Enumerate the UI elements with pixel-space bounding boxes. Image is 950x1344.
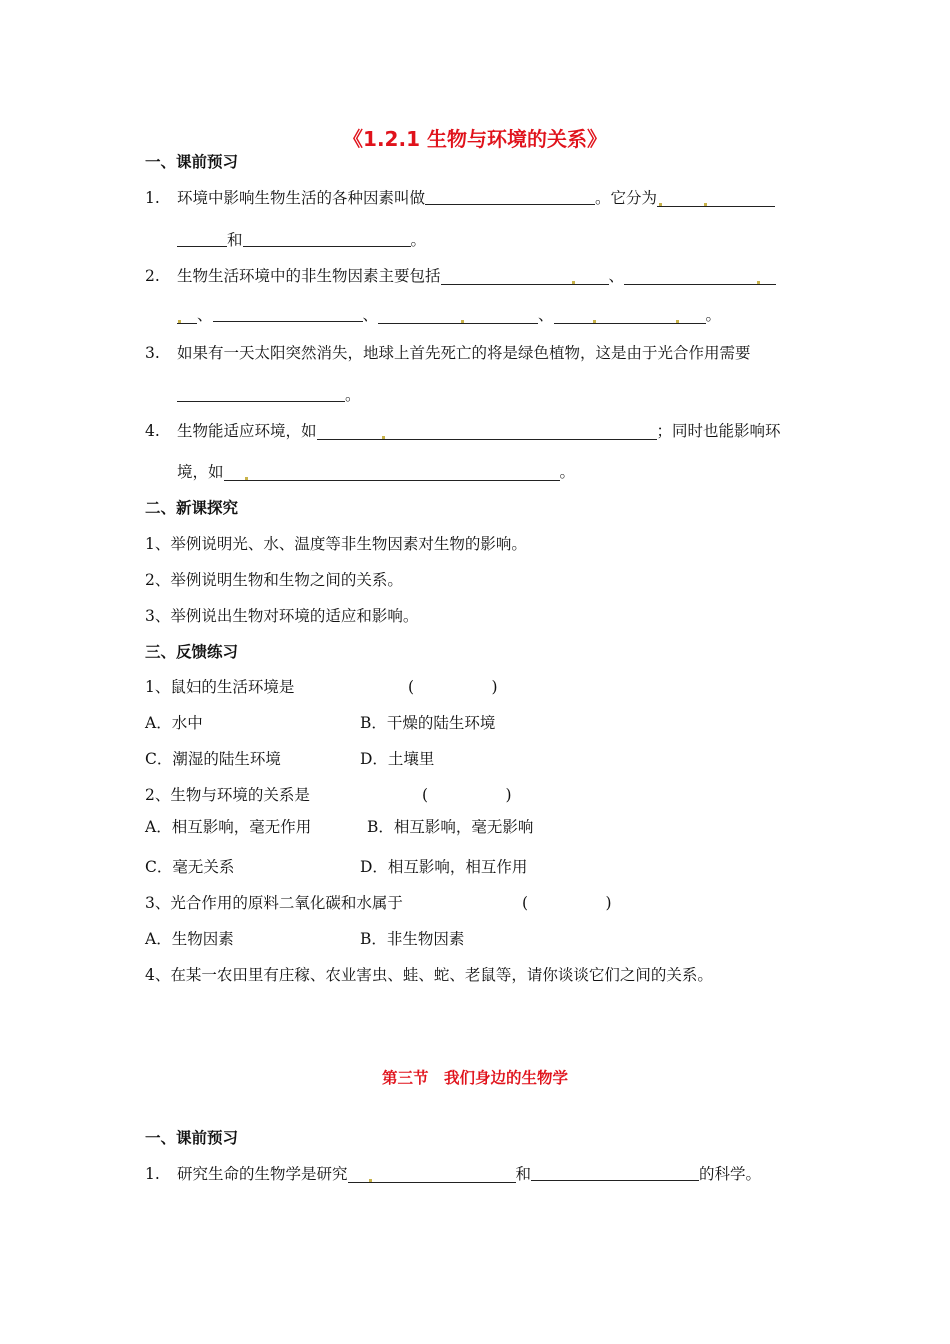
answer-blank[interactable]: [177, 385, 345, 402]
section-heading-preview: 一、课前预习: [145, 153, 239, 171]
section-heading-preview-2: 一、课前预习: [145, 1129, 239, 1147]
question-1-text-d: 。: [410, 231, 427, 249]
question-1-number: 1.: [145, 1165, 160, 1183]
answer-blank[interactable]: [378, 307, 538, 324]
option-a[interactable]: A．相互影响，毫无作用: [145, 818, 312, 836]
option-d[interactable]: D．土壤里: [360, 750, 435, 768]
option-c[interactable]: C．毫无关系: [145, 858, 235, 876]
option-b[interactable]: B．非生物因素: [360, 930, 465, 948]
answer-blank[interactable]: [554, 307, 706, 324]
question-2-text: 生物生活环境中的非生物因素主要包括: [177, 267, 441, 285]
question-1-text: 环境中影响生物生活的各种因素叫做: [177, 189, 426, 207]
answer-blank[interactable]: [224, 464, 560, 481]
answer-blank[interactable]: [531, 1164, 699, 1181]
answer-blank[interactable]: [177, 230, 227, 247]
question-4-text: 生物能适应环境，如: [177, 422, 317, 440]
separator: 、: [362, 306, 379, 324]
question-1-text-c: 和: [227, 231, 243, 249]
answer-blank[interactable]: [243, 230, 411, 247]
option-b[interactable]: B．干燥的陆生环境: [360, 714, 496, 732]
sentence-end: 。: [559, 463, 576, 481]
question-1-text-b: 。它分为: [595, 189, 658, 207]
separator: 、: [538, 306, 554, 324]
question-4-number: 4.: [145, 422, 160, 440]
question-4-line-2: [177, 462, 575, 482]
page-title: 《1.2.1 生物与环境的关系》: [343, 127, 607, 151]
answer-blank[interactable]: [657, 190, 775, 207]
answer-blank[interactable]: [441, 268, 609, 285]
question-3-number: 3.: [145, 344, 160, 362]
practice-q4: 4、在某一农田里有庄稼、农业害虫、蛙、蛇、老鼠等，请你谈谈它们之间的关系。: [145, 966, 713, 984]
practice-q1: 1、鼠妇的生活环境是: [145, 678, 295, 696]
question-3-line-2: [177, 385, 361, 405]
section-heading-practice: 三、反馈练习: [145, 643, 239, 661]
answer-blank[interactable]: [425, 188, 595, 205]
question-2-number: 2.: [145, 267, 160, 285]
practice-q2: 2、生物与环境的关系是: [145, 786, 310, 804]
question-text: 研究生命的生物学是研究: [177, 1165, 348, 1183]
sentence-end: 。: [345, 386, 361, 404]
separator: 、: [197, 306, 213, 324]
section-heading-explore: 二、新课探究: [145, 499, 239, 517]
answer-paren[interactable]: ( ): [522, 894, 612, 912]
list-item: 3、举例说出生物对环境的适应和影响。: [145, 607, 419, 625]
question-2-line-1: [177, 266, 776, 286]
question-4-text-b: ；同时也能影响环: [656, 422, 781, 440]
question-3-text: 如果有一天太阳突然消失，地球上首先死亡的将是绿色植物，这是由于光合作用需要: [177, 344, 751, 362]
section-title-2: 第三节 我们身边的生物学: [381, 1069, 568, 1087]
question-text-c: 的科学。: [699, 1165, 762, 1183]
question-4-text-c: 境，如: [177, 463, 224, 481]
question-1-number: 1.: [145, 189, 160, 207]
answer-blank[interactable]: [177, 307, 197, 324]
answer-blank[interactable]: [348, 1166, 516, 1183]
separator: 、: [608, 267, 625, 285]
question-text-b: 和: [515, 1165, 532, 1183]
question-4-line-1: [177, 421, 781, 441]
answer-paren[interactable]: ( ): [422, 786, 512, 804]
answer-blank[interactable]: [624, 268, 776, 285]
answer-blank[interactable]: [213, 305, 363, 322]
question-1-line-1: [177, 188, 775, 208]
question-2-line-2: [177, 305, 721, 325]
option-c[interactable]: C．潮湿的陆生环境: [145, 750, 281, 768]
question-1-line-2: [177, 230, 426, 250]
sentence-end: 。: [705, 306, 722, 324]
list-item: 2、举例说明生物和生物之间的关系。: [145, 571, 403, 589]
question-1-line: [177, 1164, 761, 1184]
option-b[interactable]: B．相互影响，毫无影响: [367, 818, 534, 836]
answer-paren[interactable]: ( ): [408, 678, 498, 696]
option-a[interactable]: A．生物因素: [145, 930, 234, 948]
answer-blank[interactable]: [317, 423, 657, 440]
option-d[interactable]: D．相互影响，相互作用: [360, 858, 528, 876]
option-a[interactable]: A．水中: [145, 714, 203, 732]
practice-q3: 3、光合作用的原料二氧化碳和水属于: [145, 894, 403, 912]
list-item: 1、举例说明光、水、温度等非生物因素对生物的影响。: [145, 535, 527, 553]
